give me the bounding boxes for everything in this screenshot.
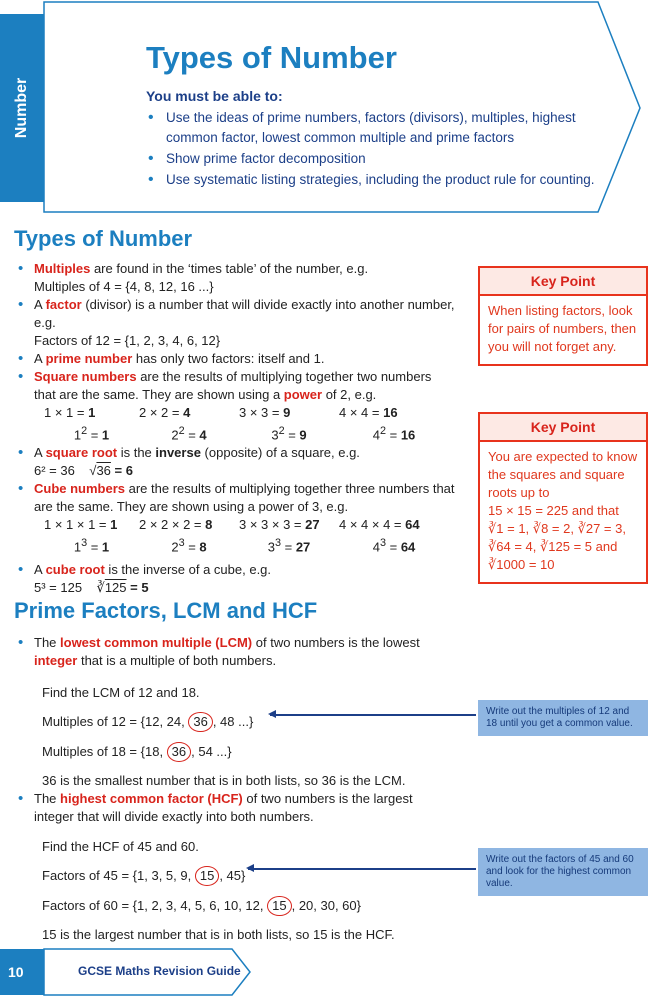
term-integer: integer [34, 653, 78, 668]
key-point-title: Key Point [480, 268, 646, 296]
square-power-item: $2^2 = 4$ [171, 425, 207, 443]
cube-bullet [16, 480, 456, 516]
cube-item: 2 × 2 × 2 = 8 [139, 517, 213, 533]
factor-bullet [16, 296, 456, 332]
square-text: are the results of multiplying together two numbers that are the same. They are shown using a [34, 369, 432, 402]
sqroot-example: 6² = 36 √36 = 6 [34, 463, 133, 479]
factor-example: Factors of 12 = {1, 2, 3, 4, 6, 12} [34, 333, 221, 348]
hcf-example [42, 838, 395, 954]
square-power-item: $4^2 = 16$ [372, 425, 416, 443]
cube-row-1 [16, 516, 456, 534]
lcm-multiples-12: Multiples of 12 = {12, 24, 36 , 48 ...} [42, 712, 405, 732]
term-hcf: highest common factor (HCF) [60, 791, 243, 806]
square-item: 4 × 4 = 16 [339, 405, 398, 420]
term-lcm: lowest common multiple (LCM) [60, 635, 253, 650]
term-cube: Cube numbers [34, 481, 126, 497]
prime-pre: A [34, 351, 46, 366]
term-factor: factor [45, 297, 82, 312]
page-number: 10 [8, 964, 24, 980]
cuberoot-example: 5³ = 125 ∛125 = 5 [34, 579, 149, 595]
key-point-line: ∛64 = 4, ∛125 = 5 and [488, 539, 618, 554]
objectives-list [146, 108, 616, 191]
key-point-line: You are expected to know the squares and square roots up to [488, 449, 638, 500]
hcf-bullet: • The highest common factor (HCF) of two numbers is the largest integer that will divide exactly into both numbers. [16, 790, 436, 826]
hcf-factors-60: Factors of 60 = {1, 2, 3, 4, 5, 6, 10, 12, 15 , 20, 30, 60} [42, 896, 395, 916]
footer-book-title: GCSE Maths Revision Guide [78, 964, 241, 978]
square-bullet [16, 368, 456, 404]
sqroot-bullet: • A square root is the inverse (opposite) of a square, e.g. [16, 444, 456, 462]
square-item: 3 × 3 = 9 [239, 405, 291, 420]
circled-value: 36 [167, 742, 191, 762]
key-point-box-2 [478, 412, 648, 584]
lcm-intro [16, 634, 436, 670]
multiples-example: Multiples of 4 = {4, 8, 12, 16 ...} [34, 279, 214, 294]
header-subtitle: You must be able to: [146, 88, 283, 104]
lcm-bullet: • The lowest common multiple (LCM) of two numbers is the lowest integer that is a multiple of both numbers. [16, 634, 436, 670]
key-point-line: 15 × 15 = 225 and that [488, 503, 619, 518]
cube-text: are the results of multiplying together three numbers that are the same. They are shown using a power of 3, e.g. [34, 481, 455, 515]
prime-text: has only two factors: itself and 1. [132, 351, 325, 366]
multiples-text: are found in the ‘times table’ of the number, e.g. [90, 261, 369, 276]
factor-text: (divisor) is a number that will divide exactly into another number, e.g. [34, 297, 455, 330]
hcf-conclusion: 15 is the largest number that is in both lists, so 15 is the HCF. [42, 927, 395, 942]
cube-power-item: $4^3 = 64$ [372, 537, 416, 555]
term-power: power [283, 387, 323, 402]
hcf-example-title: Find the HCF of 45 and 60. [42, 839, 199, 854]
side-tab-label: Number [13, 77, 30, 139]
lcm-conclusion: 36 is the smallest number that is in both lists, so 36 is the LCM. [42, 773, 406, 788]
lcm-multiples-18: Multiples of 18 = {18, 36 , 54 ...} [42, 742, 405, 762]
hcf-intro [16, 790, 436, 826]
objective-item: • Use the ideas of prime numbers, factors (divisors), multiples, highest common factor, lowest common multiple and prime factors [146, 108, 616, 148]
multiples-bullet [16, 260, 456, 278]
cube-item: 4 × 4 × 4 = 64 [339, 517, 420, 533]
lcm-example [42, 684, 405, 800]
key-point-text: When listing factors, look for pairs of numbers, then you will not forget any. [488, 303, 637, 354]
square-item: 1 × 1 = 1 [44, 405, 96, 420]
cube-power-item: $3^3 = 27$ [267, 537, 311, 555]
circled-value: 36 [188, 712, 212, 732]
square-text2: of 2, e.g. [322, 387, 377, 402]
prime-bullet [16, 350, 456, 368]
key-point-text [480, 442, 646, 582]
lcm-note: Write out the multiples of 12 and 18 until you get a common value. [478, 700, 648, 736]
term-square: Square numbers [34, 369, 137, 384]
section-title-types: Types of Number [14, 226, 193, 251]
lcm-arrow-icon [270, 714, 476, 716]
factor-pre: A [34, 297, 46, 312]
key-point-line: ∛1000 = 10 [488, 557, 555, 572]
lcm-example-title: Find the LCM of 12 and 18. [42, 685, 200, 700]
cube-item: 1 × 1 × 1 = 1 [44, 517, 118, 533]
cuberoot-bullet: • A cube root is the inverse of a cube, e.g. [16, 561, 456, 579]
hcf-arrow-icon [248, 868, 476, 870]
key-point-box-1 [478, 266, 648, 366]
term-inverse: inverse [155, 445, 201, 461]
cube-power-item: $1^3 = 1$ [73, 537, 110, 555]
term-multiples: Multiples [34, 261, 91, 276]
circled-value: 15 [195, 866, 219, 886]
term-prime: prime number [45, 351, 133, 366]
section-title-lcm-hcf: Prime Factors, LCM and HCF [14, 598, 318, 623]
square-row-1 [16, 404, 456, 422]
cube-item: 3 × 3 × 3 = 27 [239, 517, 320, 533]
hcf-note: Write out the factors of 45 and 60 and look for the highest common value. [478, 848, 648, 896]
square-item: 2 × 2 = 4 [139, 405, 191, 420]
term-cube-root: cube root [45, 561, 105, 577]
square-power-item: $3^2 = 9$ [271, 425, 307, 443]
types-content [16, 260, 456, 597]
header-title: Types of Number [146, 40, 397, 75]
objective-item: • Show prime factor decomposition [146, 149, 616, 169]
key-point-line: ∛1 = 1, ∛8 = 2, ∛27 = 3, [488, 521, 626, 536]
hcf-factors-45: Factors of 45 = {1, 3, 5, 9, 15 , 45} [42, 866, 395, 886]
square-row-2 [16, 422, 456, 444]
cube-power-item: $2^3 = 8$ [171, 537, 207, 555]
term-square-root: square root [45, 445, 118, 461]
square-power-item: $1^2 = 1$ [73, 425, 110, 443]
objective-item: • Use systematic listing strategies, including the product rule for counting. [146, 170, 616, 190]
key-point-title: Key Point [480, 414, 646, 442]
cube-row-2 [16, 534, 456, 556]
circled-value: 15 [267, 896, 291, 916]
